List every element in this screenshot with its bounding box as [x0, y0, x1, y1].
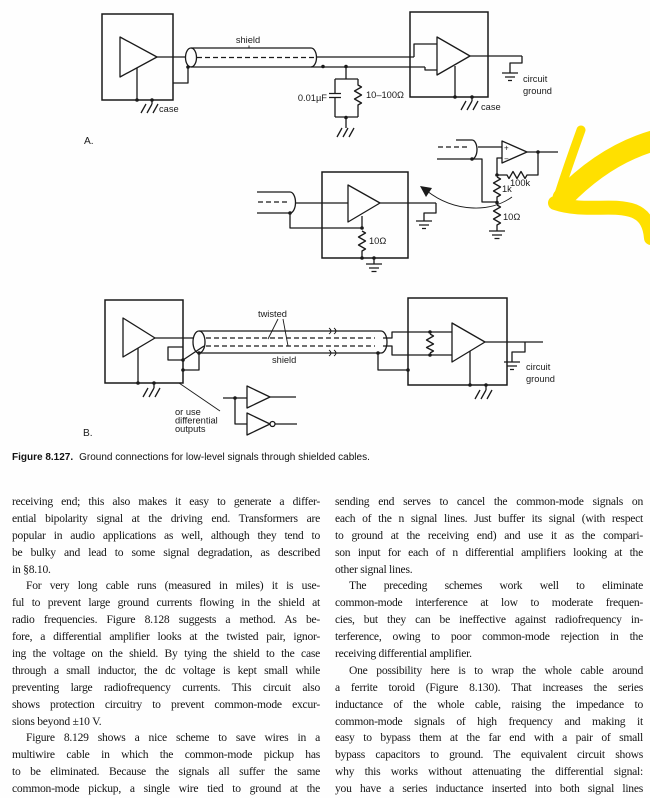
- text-line: why this works without attenuating the differential signal:: [335, 765, 643, 779]
- resistor-icon: [359, 231, 366, 258]
- subfigure-a-label: A.: [84, 136, 94, 147]
- note-line: or use: [175, 407, 201, 417]
- text-line: sending end serves to cancel the common-mode signals on: [335, 495, 643, 508]
- inset-circuit: [257, 140, 558, 272]
- earth-ground-icon: [502, 73, 518, 81]
- text-line: you have a series inductance inserted into both signal lines: [335, 782, 643, 796]
- text-line: sions beyond ±10 V.: [12, 714, 102, 728]
- chassis-ground-icon: [143, 383, 160, 397]
- text-line: cies, but they can be ineffective against radiofrequency in-: [335, 613, 643, 627]
- opamp-plus-input: +: [504, 143, 509, 153]
- resistor-icon: [355, 79, 362, 117]
- text-line: For very long cable runs (measured in miles) it is use-: [26, 579, 320, 593]
- amplifier-box: [322, 172, 408, 258]
- text-column-right: [335, 494, 643, 798]
- note-line: differential: [175, 415, 218, 426]
- pointer-arrowhead-icon: [420, 186, 432, 197]
- resistor-value: 10Ω: [369, 236, 387, 246]
- amplifier-box: [410, 12, 488, 97]
- circuit-ground-label: ground: [523, 86, 552, 96]
- case-label: case: [159, 104, 179, 114]
- resistor-icon: [494, 177, 501, 203]
- figure-caption: [12, 452, 632, 463]
- text-line: a ferrite toroid (Figure 8.130). That increases the series: [335, 680, 643, 694]
- inverter-triangle-icon: [247, 413, 270, 435]
- text-column-left: [12, 494, 320, 798]
- text-line: receiving end; this also makes it easy to generate a differ-: [12, 495, 320, 508]
- chassis-ground-icon: [141, 100, 158, 113]
- circuit-ground-label: circuit: [526, 362, 551, 372]
- resistor-value: 10–100Ω: [366, 90, 404, 100]
- chassis-ground-icon: [337, 128, 354, 137]
- shield-label: shield: [235, 35, 261, 45]
- inverter-bubble-icon: [270, 422, 275, 427]
- case-label: case: [481, 102, 501, 112]
- figure-caption-text: Ground connections for low-level signals through shielded cables.: [79, 452, 370, 463]
- rc-shield-termination: [298, 66, 404, 137]
- resistor-icon: [427, 334, 434, 353]
- text-line: Figure 8.129 shows a nice scheme to save wires in a: [26, 731, 320, 745]
- text-line: preventing large radiofrequency currents. This circuit also: [12, 680, 320, 694]
- cable-break-icon: [329, 328, 336, 356]
- earth-ground-icon: [489, 231, 505, 239]
- text-line: ful to prevent large ground currents flowing in the shield at: [12, 596, 320, 610]
- differential-outputs-note: [175, 383, 297, 435]
- text-line: to ground at the receiving end) and use it as the compari-: [335, 528, 643, 542]
- circuit-ground-label: ground: [526, 374, 555, 384]
- twisted-pair-shield-cable: [193, 309, 387, 365]
- resistor-value: 1k: [502, 184, 512, 194]
- amplifier-triangle-icon: [348, 185, 380, 222]
- text-line: radio frequencies. Figure 8.128 suggests a method. As be-: [12, 613, 320, 627]
- twisted-label: twisted: [258, 309, 287, 319]
- amplifier-triangle-icon: [437, 37, 470, 75]
- text-line: common-mode interference at low to moderate frequen-: [335, 596, 643, 610]
- subfigure-b-label: B.: [83, 428, 93, 439]
- text-line: terference, owing to poor common-mode rejection in the: [335, 630, 643, 644]
- text-line: in §8.10.: [12, 562, 51, 576]
- capacitor-value: 0.01µF: [297, 93, 327, 103]
- text-line: multiwire cable in which the common-mode pickup has: [12, 748, 320, 762]
- amplifier-triangle-icon: [120, 37, 157, 77]
- resistor-value: 10Ω: [503, 212, 521, 222]
- text-line: each of the n signal lines. Just buffer its signal (with respect: [335, 511, 643, 525]
- capacitor-icon: [329, 79, 341, 117]
- text-line: bypass capacitors to ground. The equivalent circuit shows: [335, 748, 643, 762]
- text-line: fore, a differential amplifier looks at the twisted pair, ignor-: [12, 630, 320, 644]
- resistor-value: 100k: [510, 178, 531, 188]
- text-line: inductance of the whole cable, raising the impedance to: [335, 697, 643, 711]
- shield-label: shield: [272, 355, 297, 365]
- figure-caption-number: Figure 8.127.: [12, 452, 74, 463]
- cable-stub: [437, 140, 477, 159]
- text-line: ential bipolarity signal at the driving end. Transformers are: [12, 511, 320, 525]
- text-line: ing the voltage on the shield. By tying the shield to the case: [12, 647, 320, 661]
- earth-ground-icon: [416, 221, 432, 229]
- amplifier-box: [105, 300, 183, 383]
- buffer-triangle-icon: [247, 386, 270, 408]
- shield-cable: [186, 35, 317, 67]
- text-line: receiving differential amplifier.: [335, 647, 472, 661]
- circuit-b: [83, 298, 555, 439]
- yellow-highlight-arrow: [555, 130, 650, 238]
- text-line: popular in audio applications as well, although they tend to: [12, 528, 320, 542]
- earth-ground-icon: [366, 258, 382, 272]
- text-line: The preceding schemes work well to eliminate: [349, 579, 643, 593]
- text-line: One possibility here is to wrap the whole cable around: [349, 663, 643, 677]
- text-line: shows protection circuitry to prevent common-mode excur-: [12, 697, 320, 711]
- opamp-detail: [437, 140, 558, 239]
- text-line: common-mode signals of high frequency and making it: [335, 714, 643, 728]
- text-line: to be eliminated. Because the signals all suffer the same: [12, 765, 320, 779]
- circuit-ground-label: circuit: [523, 74, 548, 84]
- amplifier-triangle-icon: [452, 323, 485, 362]
- text-line: son input for each of n differential amplifiers looking at the: [335, 545, 643, 559]
- text-line: be bulky and lead to some signal degradation, as described: [12, 545, 320, 559]
- text-line: through a small inductor, the dc voltage is kept small while: [12, 663, 320, 677]
- note-line: outputs: [175, 424, 206, 434]
- amplifier-triangle-icon: [123, 318, 155, 357]
- text-line: other signal lines.: [335, 562, 413, 576]
- circuit-a: [84, 12, 552, 147]
- chassis-ground-icon: [475, 385, 492, 399]
- resistor-icon: [494, 205, 501, 231]
- chassis-ground-icon: [461, 97, 478, 110]
- text-line: easy to bypass them at the far end with a pair of small: [335, 731, 643, 745]
- opamp-minus-input: −: [504, 154, 509, 164]
- text-line: common-mode pickup, a single wire tied to ground at the: [12, 782, 320, 796]
